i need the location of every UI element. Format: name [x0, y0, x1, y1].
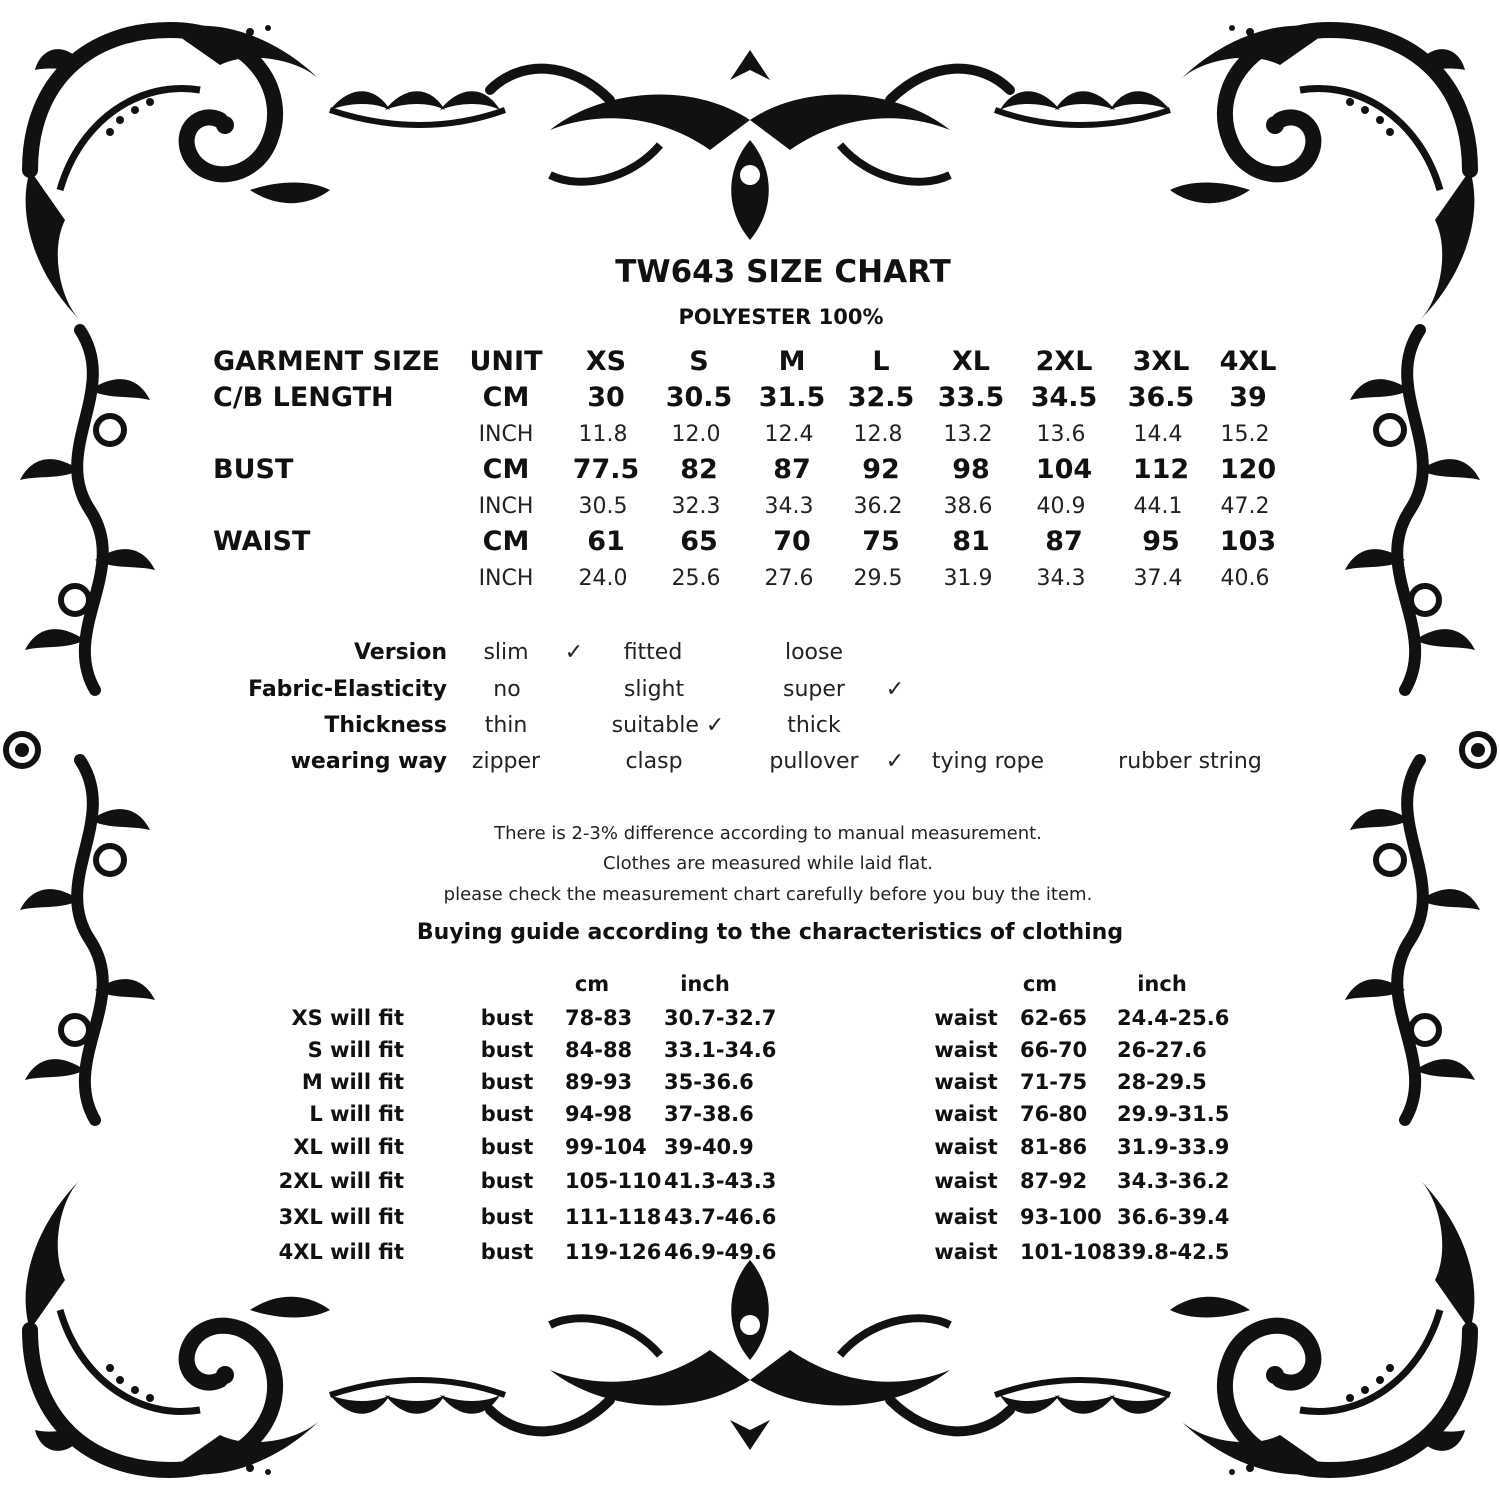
guide-bust-cm-header: cm	[574, 972, 610, 996]
cell-bust-cm: 112	[1132, 454, 1190, 485]
cell-bust-inch: 36.2	[853, 494, 903, 519]
unit-cm: CM	[482, 454, 530, 485]
guide-bust-inch: 41.3-43.3	[664, 1169, 777, 1193]
size-header-m: M	[778, 346, 806, 377]
guide-bust-cm: 99-104	[565, 1135, 647, 1159]
cell-c-b-length-cm: 33.5	[937, 382, 1005, 413]
guide-bust-cm: 84-88	[565, 1038, 633, 1062]
attribute-label-thickness: Thickness	[324, 713, 447, 738]
attribute-option: super	[783, 677, 845, 702]
guide-waist-cm: 76-80	[1020, 1102, 1088, 1126]
guide-waist-cm: 71-75	[1020, 1070, 1088, 1094]
guide-waist-cm: 101-108	[1020, 1240, 1117, 1264]
guide-waist-cm: 62-65	[1020, 1006, 1088, 1030]
cell-c-b-length-inch: 14.4	[1133, 422, 1183, 447]
cell-c-b-length-cm: 39	[1229, 382, 1267, 413]
guide-waist-inch: 31.9-33.9	[1117, 1135, 1230, 1159]
cell-waist-cm: 81	[952, 526, 990, 557]
guide-bust-cm: 119-126	[565, 1240, 662, 1264]
cell-waist-inch: 25.6	[671, 566, 721, 591]
cell-c-b-length-inch: 12.0	[671, 422, 721, 447]
note-line: please check the measurement chart carefully before you buy the item.	[443, 884, 1093, 905]
cell-bust-inch: 34.3	[764, 494, 814, 519]
cell-bust-inch: 38.6	[943, 494, 993, 519]
cell-c-b-length-cm: 31.5	[758, 382, 826, 413]
cell-c-b-length-inch: 11.8	[578, 422, 628, 447]
cell-bust-cm: 120	[1219, 454, 1277, 485]
guide-waist-inch: 26-27.6	[1117, 1038, 1207, 1062]
cell-waist-inch: 29.5	[853, 566, 903, 591]
guide-fit-label: M will fit	[301, 1070, 404, 1094]
cell-c-b-length-cm: 36.5	[1127, 382, 1195, 413]
guide-fit-label: 4XL will fit	[278, 1240, 404, 1264]
guide-fit-label: 3XL will fit	[278, 1205, 404, 1229]
checkmark-icon: ✓	[885, 677, 905, 702]
guide-bust-inch-header: inch	[680, 972, 730, 996]
guide-bust-cm: 105-110	[565, 1169, 662, 1193]
guide-waist-inch: 28-29.5	[1117, 1070, 1207, 1094]
guide-waist-inch: 24.4-25.6	[1117, 1006, 1230, 1030]
cell-waist-inch: 24.0	[578, 566, 628, 591]
cell-c-b-length-inch: 13.6	[1036, 422, 1086, 447]
attribute-option: zipper	[471, 749, 541, 774]
attribute-option: loose	[784, 640, 844, 665]
guide-bust-inch: 37-38.6	[664, 1102, 754, 1126]
attribute-option: no	[493, 677, 521, 702]
guide-waist-label: waist	[934, 1205, 998, 1229]
guide-waist-cm: 87-92	[1020, 1169, 1088, 1193]
guide-bust-label: bust	[480, 1205, 534, 1229]
size-header-xl: XL	[951, 346, 991, 377]
unit-header: UNIT	[469, 346, 543, 377]
guide-bust-label: bust	[480, 1240, 534, 1264]
cell-waist-inch: 40.6	[1220, 566, 1270, 591]
guide-fit-label: L will fit	[309, 1102, 404, 1126]
guide-bust-inch: 43.7-46.6	[664, 1205, 777, 1229]
cell-bust-inch: 40.9	[1036, 494, 1086, 519]
unit-inch: INCH	[478, 566, 534, 591]
note-line: There is 2-3% difference according to manual measurement.	[494, 823, 1042, 844]
note-line: Clothes are measured while laid flat.	[603, 853, 933, 874]
cell-bust-cm: 87	[773, 454, 811, 485]
cell-bust-inch: 44.1	[1133, 494, 1183, 519]
row-label-c-b-length: C/B LENGTH	[213, 382, 394, 413]
cell-waist-cm: 65	[680, 526, 718, 557]
cell-waist-cm: 87	[1045, 526, 1083, 557]
cell-bust-cm: 104	[1035, 454, 1093, 485]
size-header-l: L	[872, 346, 890, 377]
guide-bust-inch: 39-40.9	[664, 1135, 754, 1159]
row-label-waist: WAIST	[213, 526, 311, 557]
cell-waist-inch: 37.4	[1133, 566, 1183, 591]
guide-waist-inch: 29.9-31.5	[1117, 1102, 1230, 1126]
guide-bust-label: bust	[480, 1169, 534, 1193]
guide-waist-label: waist	[934, 1006, 998, 1030]
guide-waist-cm: 93-100	[1020, 1205, 1102, 1229]
guide-bust-inch: 46.9-49.6	[664, 1240, 777, 1264]
guide-bust-label: bust	[480, 1038, 534, 1062]
guide-fit-label: 2XL will fit	[278, 1169, 404, 1193]
cell-bust-inch: 32.3	[671, 494, 721, 519]
guide-waist-label: waist	[934, 1169, 998, 1193]
guide-fit-label: XL will fit	[293, 1135, 404, 1159]
guide-bust-label: bust	[480, 1006, 534, 1030]
guide-waist-inch: 34.3-36.2	[1117, 1169, 1230, 1193]
cell-waist-inch: 34.3	[1036, 566, 1086, 591]
guide-bust-label: bust	[480, 1070, 534, 1094]
cell-c-b-length-cm: 34.5	[1030, 382, 1098, 413]
checkmark-icon: ✓	[564, 640, 584, 665]
cell-c-b-length-cm: 30.5	[665, 382, 733, 413]
cell-bust-inch: 30.5	[578, 494, 628, 519]
cell-c-b-length-inch: 13.2	[943, 422, 993, 447]
attribute-label-wearing-way: wearing way	[290, 749, 447, 774]
guide-bust-cm: 89-93	[565, 1070, 633, 1094]
checkmark-icon: ✓	[885, 749, 905, 774]
attribute-option: pullover	[769, 749, 859, 774]
material-subtitle: POLYESTER 100%	[678, 305, 884, 329]
guide-bust-label: bust	[480, 1102, 534, 1126]
size-header-xs: XS	[585, 346, 627, 377]
guide-bust-cm: 111-118	[565, 1205, 662, 1229]
guide-waist-inch: 39.8-42.5	[1117, 1240, 1230, 1264]
attribute-option: tying rope	[931, 749, 1045, 774]
buying-guide-title: Buying guide according to the characteristics of clothing	[416, 920, 1124, 945]
unit-inch: INCH	[478, 422, 534, 447]
guide-bust-cm: 94-98	[565, 1102, 633, 1126]
guide-bust-inch: 33.1-34.6	[664, 1038, 777, 1062]
guide-waist-label: waist	[934, 1102, 998, 1126]
cell-waist-cm: 103	[1219, 526, 1277, 557]
guide-fit-label: XS will fit	[291, 1006, 404, 1030]
cell-bust-cm: 77.5	[572, 454, 640, 485]
cell-c-b-length-inch: 15.2	[1220, 422, 1270, 447]
guide-waist-inch-header: inch	[1137, 972, 1187, 996]
cell-waist-cm: 75	[862, 526, 900, 557]
guide-waist-label: waist	[934, 1240, 998, 1264]
attribute-option: slim	[483, 640, 529, 665]
cell-waist-cm: 61	[587, 526, 625, 557]
cell-waist-inch: 31.9	[943, 566, 993, 591]
unit-inch: INCH	[478, 494, 534, 519]
attribute-option: thick	[787, 713, 841, 738]
guide-waist-label: waist	[934, 1135, 998, 1159]
unit-cm: CM	[482, 526, 530, 557]
cell-c-b-length-cm: 32.5	[847, 382, 915, 413]
guide-waist-cm: 81-86	[1020, 1135, 1088, 1159]
cell-bust-inch: 47.2	[1220, 494, 1270, 519]
cell-bust-cm: 98	[952, 454, 990, 485]
cell-waist-cm: 70	[773, 526, 811, 557]
cell-c-b-length-inch: 12.8	[853, 422, 903, 447]
attribute-label-version: Version	[353, 640, 447, 665]
guide-waist-label: waist	[934, 1038, 998, 1062]
guide-waist-label: waist	[934, 1070, 998, 1094]
attribute-option: rubber string	[1118, 749, 1262, 774]
attribute-option: suitable ✓	[611, 713, 725, 738]
cell-waist-inch: 27.6	[764, 566, 814, 591]
cell-c-b-length-inch: 12.4	[764, 422, 814, 447]
size-header-4xl: 4XL	[1219, 346, 1277, 377]
cell-bust-cm: 82	[680, 454, 718, 485]
guide-bust-inch: 30.7-32.7	[664, 1006, 777, 1030]
guide-fit-label: S will fit	[307, 1038, 404, 1062]
size-header-3xl: 3XL	[1132, 346, 1190, 377]
size-header-s: S	[689, 346, 709, 377]
row-label-bust: BUST	[213, 454, 294, 485]
garment-size-header: GARMENT SIZE	[213, 346, 441, 377]
guide-bust-cm: 78-83	[565, 1006, 633, 1030]
attribute-option: clasp	[625, 749, 683, 774]
attribute-option: thin	[484, 713, 528, 738]
page-title: TW643 SIZE CHART	[615, 254, 951, 290]
attribute-option: fitted	[623, 640, 683, 665]
attribute-option: slight	[623, 677, 685, 702]
cell-bust-cm: 92	[862, 454, 900, 485]
unit-cm: CM	[482, 382, 530, 413]
guide-bust-label: bust	[480, 1135, 534, 1159]
guide-waist-inch: 36.6-39.4	[1117, 1205, 1230, 1229]
guide-waist-cm: 66-70	[1020, 1038, 1088, 1062]
guide-waist-cm-header: cm	[1022, 972, 1058, 996]
cell-waist-cm: 95	[1142, 526, 1180, 557]
cell-c-b-length-cm: 30	[587, 382, 625, 413]
size-header-2xl: 2XL	[1035, 346, 1093, 377]
guide-bust-inch: 35-36.6	[664, 1070, 754, 1094]
attribute-label-fabric-elasticity: Fabric-Elasticity	[248, 677, 447, 702]
